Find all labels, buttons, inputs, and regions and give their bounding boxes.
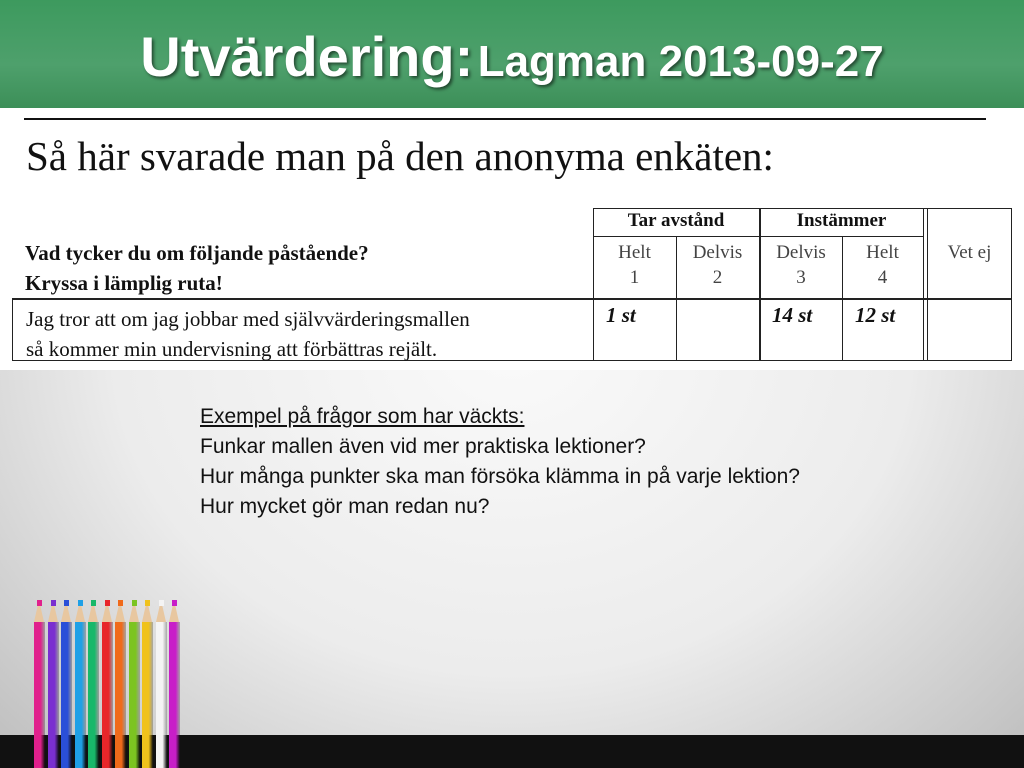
- column-header-helt-1: [593, 240, 676, 290]
- answer-helt-1: 1 st: [606, 303, 636, 327]
- group-disagree: Tar avstånd: [627, 210, 725, 231]
- pencil: [75, 600, 86, 768]
- pencil: [61, 600, 72, 768]
- title-sub: Lagman 2013-09-27: [477, 37, 884, 86]
- title-main: Utvärdering:: [140, 25, 474, 88]
- survey-table: [12, 208, 1012, 361]
- pencil: [48, 600, 59, 768]
- column-label: Helt: [618, 242, 651, 263]
- column-header-vet-ej: [928, 240, 1011, 265]
- pencil: [142, 600, 153, 768]
- column-label: Delvis: [692, 242, 743, 263]
- table-left-line: [12, 298, 13, 361]
- column-label: Helt: [866, 242, 899, 263]
- pencil: [156, 600, 167, 768]
- slide-title: [0, 24, 1024, 89]
- title-banner: [0, 0, 1024, 108]
- answer-delvis-3: 14 st: [772, 303, 813, 327]
- answer-helt-4: 12 st: [855, 303, 896, 327]
- note-line: Hur många punkter ska man försöka klämma in på varje lektion?: [200, 465, 800, 488]
- column-header-delvis-2: [676, 240, 759, 290]
- colored-pencils-decoration: [34, 600, 184, 768]
- col-line-5b: [927, 208, 928, 361]
- column-number: 3: [796, 267, 806, 288]
- survey-heading: Så här svarade man på den anonyma enkäten:: [26, 133, 774, 179]
- scan-top-rule: [24, 118, 986, 120]
- pencil: [169, 600, 180, 768]
- statement-line-2: så kommer min undervisning att förbättras rejält.: [26, 337, 438, 361]
- questions-raised: [200, 402, 800, 522]
- col-line-5a: [923, 208, 924, 361]
- table-right-line: [1011, 208, 1012, 361]
- column-header-helt-4: [842, 240, 923, 290]
- statement-line-1: Jag tror att om jag jobbar med självvärderingsmallen: [26, 307, 470, 331]
- pencil: [34, 600, 45, 768]
- survey-statement: [26, 304, 470, 364]
- pencil: [129, 600, 140, 768]
- note-line: Funkar mallen även vid mer praktiska lektioner?: [200, 435, 646, 458]
- group-agree: Instämmer: [796, 210, 887, 231]
- table-top-line: [593, 208, 1012, 209]
- column-number: 4: [877, 267, 888, 288]
- notes-heading: Exempel på frågor som har väckts:: [200, 405, 525, 428]
- question-line-2: Kryssa i lämplig ruta!: [25, 271, 223, 295]
- column-header-delvis-3: [760, 240, 842, 290]
- column-label: Vet ej: [947, 242, 992, 263]
- note-line: Hur mycket gör man redan nu?: [200, 495, 490, 518]
- pencil: [88, 600, 99, 768]
- question-line-1: Vad tycker du om följande påstående?: [25, 241, 369, 265]
- group-divider-line: [593, 236, 923, 237]
- header-bottom-line: [12, 298, 1012, 300]
- pencil: [115, 600, 126, 768]
- column-number: 2: [712, 267, 723, 288]
- column-label: Delvis: [776, 242, 826, 263]
- column-number: 1: [629, 267, 640, 288]
- pencil: [102, 600, 113, 768]
